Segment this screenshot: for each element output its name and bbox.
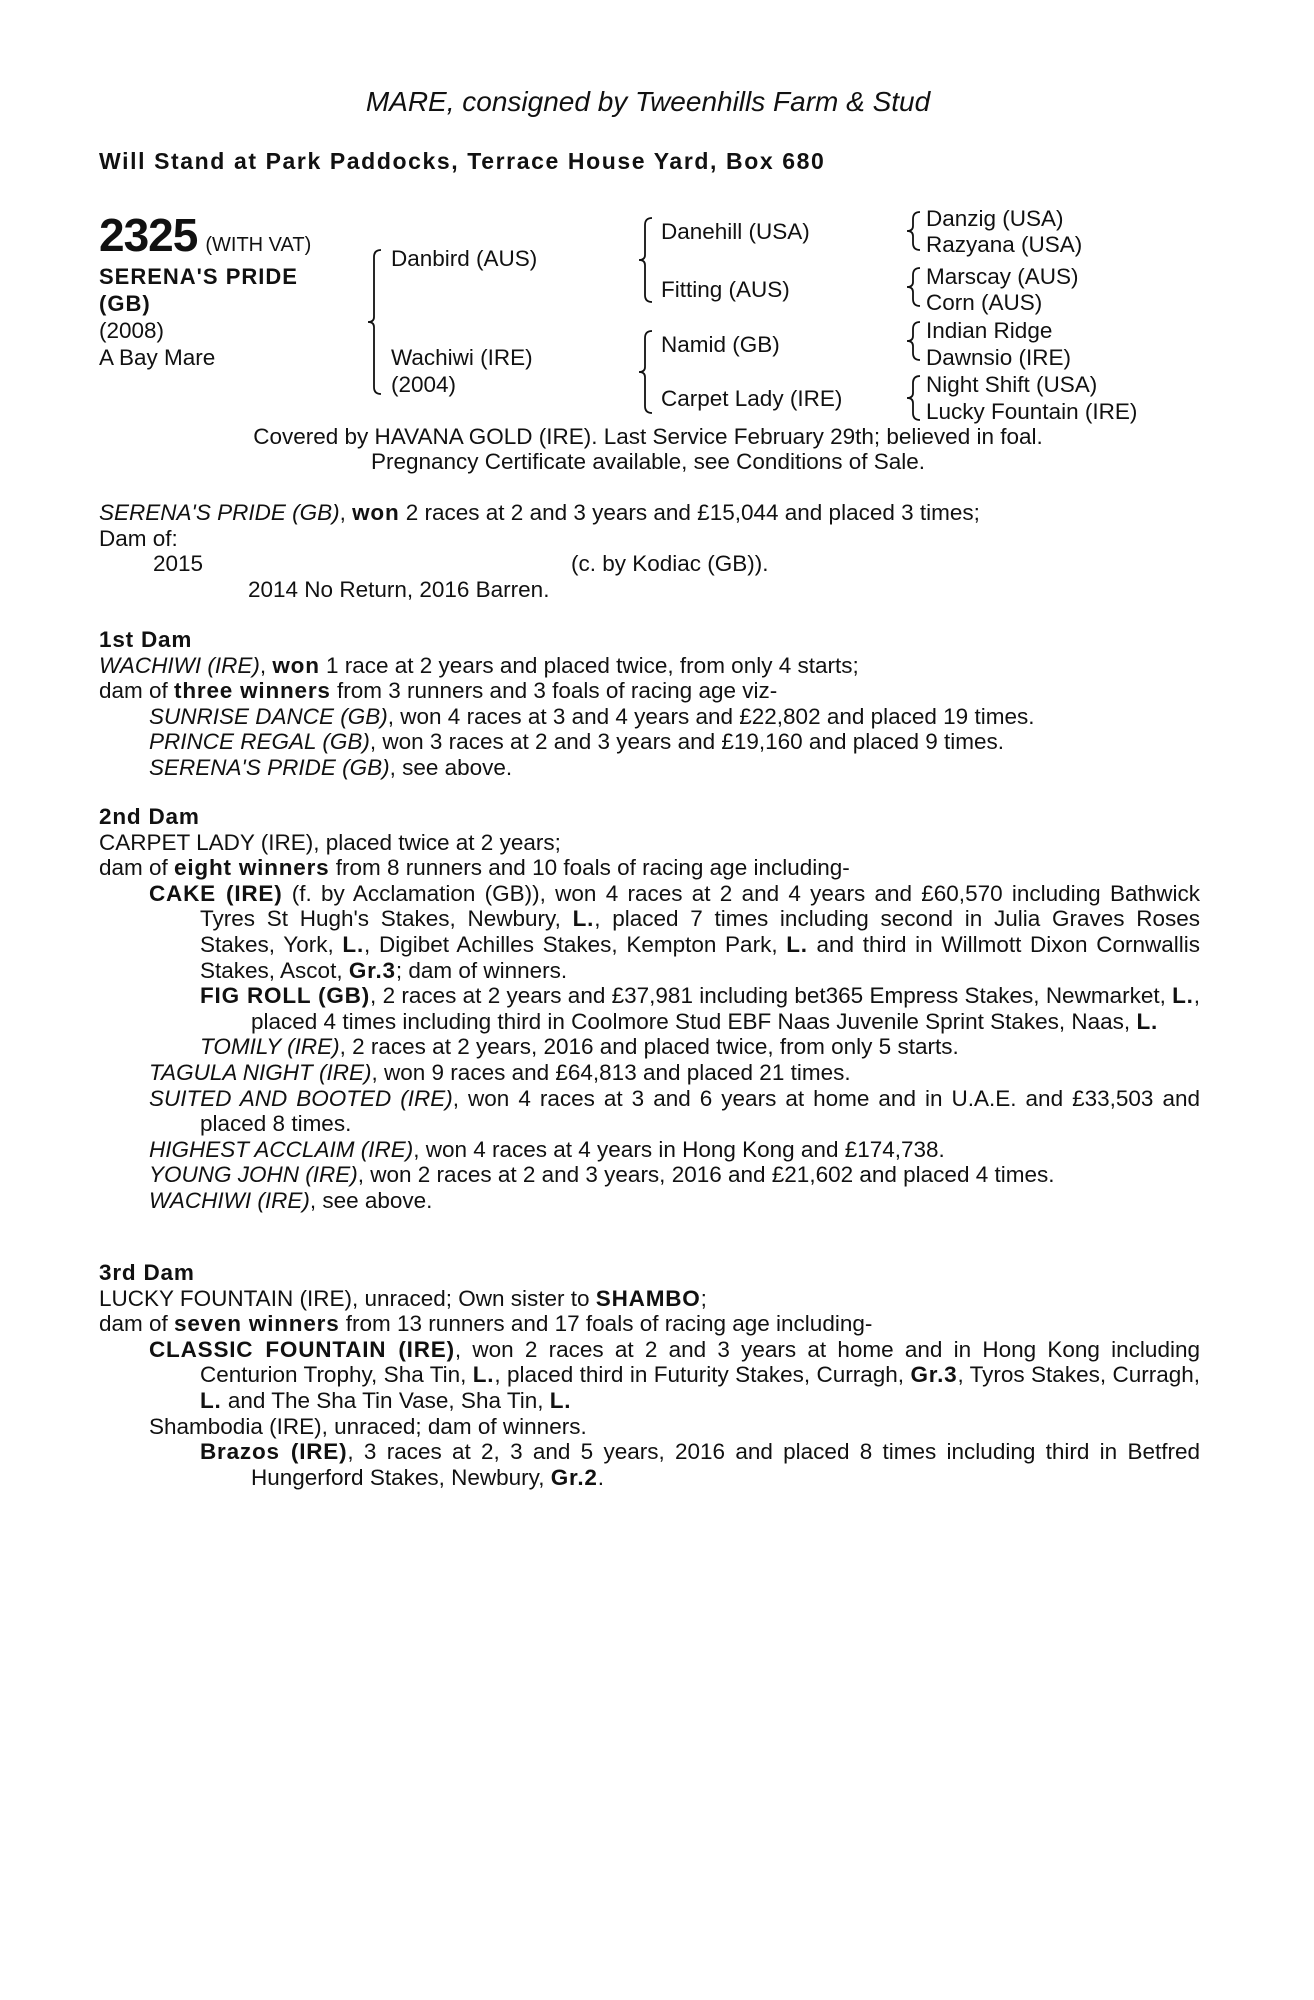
- pedigree-gen3-7: Night Shift (USA): [926, 372, 1098, 397]
- bracket-icon: [907, 268, 920, 306]
- bold-text: Gr.3: [910, 1362, 958, 1388]
- bold-text: eight winners: [174, 855, 330, 881]
- bold-text: 3rd Dam: [99, 1260, 195, 1285]
- horse-name-text: TAGULA NIGHT (IRE): [149, 1059, 372, 1085]
- pedigree-paragraph: [99, 1060, 1200, 1086]
- pedigree-paragraph: [99, 1034, 1200, 1060]
- bold-text: L.: [549, 1387, 572, 1413]
- text-run: from 13 runners and 17 foals of racing age including-: [339, 1311, 873, 1337]
- bold-text: three winners: [174, 678, 331, 704]
- page-title: MARE, consigned by Tweenhills Farm & Stud: [365, 86, 931, 117]
- lot-number-value: 2325: [99, 209, 198, 261]
- text-run: ; dam of winners.: [395, 957, 568, 983]
- bracket-icon: [368, 250, 381, 394]
- bold-text: FIG ROLL (GB): [200, 983, 371, 1009]
- first-dam: [99, 627, 1200, 781]
- pregnancy-note: Pregnancy Certificate available, see Conditions of Sale.: [370, 449, 926, 474]
- pedigree-paragraph: [99, 881, 1200, 983]
- text-run: 2 races at 2 and 3 years and £15,044 and placed 3 times;: [399, 500, 980, 525]
- bracket-icon: [639, 331, 652, 413]
- text-run: ;: [700, 1285, 707, 1311]
- horse-description: A Bay Mare: [99, 345, 216, 370]
- horse-name: SERENA'S PRIDE: [99, 264, 298, 289]
- pedigree-paragraph: [99, 1337, 1200, 1414]
- bold-text: L.: [472, 1362, 495, 1388]
- pedigree-dam-year: (2004): [391, 372, 457, 397]
- pedigree-gen3-6: Dawnsio (IRE): [926, 345, 1072, 370]
- text-run: , Digibet Achilles Stakes, Kempton Park,: [364, 931, 787, 957]
- pedigree-gen3-8: Lucky Fountain (IRE): [926, 399, 1138, 424]
- bracket-icon: [907, 322, 920, 360]
- covered-note: Covered by HAVANA GOLD (IRE). Last Service February 29th; believed in foal.: [253, 424, 1043, 449]
- text-run: dam of: [99, 855, 175, 881]
- text-run: and third in Willmott Dixon Cornwallis Stakes, Ascot,: [200, 931, 1200, 983]
- bold-text: L.: [1172, 983, 1194, 1009]
- pedigree-paragraph: [99, 526, 1200, 552]
- pedigree-paragraph: [99, 1414, 1200, 1440]
- text-run: (f. by Acclamation (GB)), won 4 races at 2 and 4 years and £60,570 including Bathwick Tyres St Hugh's Stakes, Newbury,: [200, 880, 1200, 932]
- text-run: , won 9 races and £64,813 and placed 21 times.: [371, 1059, 851, 1085]
- horse-name-text: SUITED AND BOOTED (IRE): [149, 1085, 453, 1111]
- pedigree-dam-sire: Namid (GB): [661, 332, 780, 357]
- bold-text: CLASSIC FOUNTAIN (IRE): [149, 1336, 455, 1362]
- text-run: from 3 runners and 3 foals of racing age viz-: [330, 678, 778, 704]
- text-run: , won 2 races at 2 and 3 years, 2016 and £21,602 and placed 4 times.: [357, 1162, 1055, 1188]
- bold-text: L.: [1136, 1008, 1159, 1034]
- bold-text: CAKE (IRE): [149, 880, 283, 906]
- pedigree-sire-sire: Danehill (USA): [661, 219, 810, 244]
- stand-location: Will Stand at Park Paddocks, Terrace House Yard, Box 680: [99, 148, 826, 174]
- bracket-icon: [639, 218, 652, 302]
- text-run: and The Sha Tin Vase, Sha Tin,: [221, 1387, 550, 1413]
- text-run: 2014 No Return, 2016 Barren.: [248, 576, 550, 602]
- text-run: , 2 races at 2 years and £37,981 including bet365 Empress Stakes, Newmarket,: [370, 983, 1173, 1009]
- section-heading: [99, 804, 1200, 830]
- pedigree-paragraph: [99, 678, 1200, 704]
- text-run: , see above.: [309, 1187, 433, 1213]
- text-run: Shambodia (IRE), unraced; dam of winners.: [149, 1413, 587, 1439]
- horse-name-text: SERENA'S PRIDE (GB): [99, 500, 340, 525]
- horse-name-text: PRINCE REGAL (GB): [149, 729, 370, 755]
- text-run: , won 3 races at 2 and 3 years and £19,160 and placed 9 times.: [369, 729, 1005, 755]
- pedigree-gen3-3: Marscay (AUS): [926, 264, 1079, 289]
- horse-name-text: WACHIWI (IRE): [149, 1187, 310, 1213]
- pedigree-sire: Danbird (AUS): [391, 246, 538, 271]
- horse-name-text: TOMILY (IRE): [200, 1034, 340, 1060]
- bold-text: L.: [342, 931, 365, 957]
- pedigree-paragraph: [99, 855, 1200, 881]
- text-run: , won 4 races at 3 and 6 years at home and in U.A.E. and £33,503 and placed 8 times.: [200, 1085, 1200, 1137]
- horse-name-text: YOUNG JOHN (IRE): [149, 1162, 358, 1188]
- bold-text: Gr.3: [348, 957, 396, 983]
- horse-name-text: WACHIWI (IRE): [99, 652, 260, 678]
- second-dam: [99, 804, 1200, 1214]
- horse-name-text: HIGHEST ACCLAIM (IRE): [149, 1136, 414, 1162]
- text-run: ,: [339, 500, 353, 525]
- vat-note: (WITH VAT): [205, 234, 312, 256]
- text-run: , 3 races at 2, 3 and 5 years, 2016 and placed 8 times including third in Betfred Hungerford Stakes, Newbury,: [251, 1439, 1201, 1490]
- text-run: , won 4 races at 3 and 4 years and £22,802 and placed 19 times.: [387, 703, 1035, 729]
- pedigree-paragraph: [99, 1439, 1200, 1490]
- pedigree-paragraph: [99, 653, 1200, 679]
- text-run: dam of: [99, 678, 175, 704]
- pedigree-gen3-5: Indian Ridge: [926, 318, 1053, 343]
- horse-country: (GB): [99, 291, 151, 316]
- text-run: , won 2 races at 2 and 3 years at home and in Hong Kong including Centurion Trophy, Sha Tin,: [200, 1336, 1200, 1388]
- horse-year: (2008): [99, 318, 165, 343]
- text-run: CARPET LADY (IRE), placed twice at 2 years;: [99, 829, 561, 855]
- pedigree-paragraph: [99, 729, 1200, 755]
- text-run: .: [597, 1464, 604, 1490]
- bold-text: L.: [786, 931, 808, 957]
- text-run: from 8 runners and 10 foals of racing age including-: [329, 855, 850, 881]
- pedigree-paragraph: [99, 1311, 1200, 1337]
- horse-name-text: SUNRISE DANCE (GB): [149, 703, 388, 729]
- bracket-icon: [907, 376, 920, 420]
- pedigree-gen3-4: Corn (AUS): [926, 290, 1043, 315]
- bold-text: 2nd Dam: [99, 804, 200, 829]
- bold-text: Brazos (IRE): [200, 1439, 348, 1465]
- produce-foal: (c. by Kodiac (GB)).: [571, 551, 769, 577]
- pedigree-dam-dam: Carpet Lady (IRE): [661, 386, 843, 411]
- third-dam: [99, 1260, 1200, 1490]
- bold-text: L.: [572, 906, 595, 932]
- bold-text: SHAMBO: [595, 1285, 701, 1311]
- pedigree-gen3-2: Razyana (USA): [926, 232, 1083, 257]
- text-run: , see above.: [389, 754, 513, 780]
- bracket-icon: [907, 212, 920, 250]
- pedigree-sire-dam: Fitting (AUS): [661, 277, 790, 302]
- pedigree-paragraph: [99, 551, 1200, 577]
- produce-year: 2015: [153, 551, 204, 577]
- pedigree-dam: Wachiwi (IRE): [391, 345, 533, 370]
- bold-text: won: [352, 500, 400, 525]
- produce-record: [99, 500, 1200, 602]
- pedigree-paragraph: [99, 500, 1200, 526]
- pedigree-gen3-1: Danzig (USA): [926, 206, 1064, 231]
- pedigree-paragraph: [99, 755, 1200, 781]
- bold-text: won: [272, 652, 320, 678]
- pedigree-paragraph: [99, 1086, 1200, 1137]
- text-run: 1 race at 2 years and placed twice, from only 4 starts;: [319, 652, 859, 678]
- pedigree-paragraph: [99, 1188, 1200, 1214]
- text-run: , placed 7 times including second in Julia Graves Roses Stakes, York,: [200, 906, 1200, 957]
- bold-text: 1st Dam: [99, 627, 193, 652]
- pedigree-paragraph: [99, 577, 1200, 603]
- bold-text: seven winners: [174, 1311, 340, 1337]
- text-run: dam of: [99, 1311, 175, 1337]
- pedigree-paragraph: [99, 1137, 1200, 1163]
- text-run: , 2 races at 2 years, 2016 and placed twice, from only 5 starts.: [339, 1034, 959, 1060]
- section-heading: [99, 1260, 1200, 1286]
- bold-text: L.: [200, 1387, 222, 1413]
- text-run: , placed third in Futurity Stakes, Curragh,: [494, 1362, 911, 1388]
- horse-name-text: SERENA'S PRIDE (GB): [149, 754, 390, 780]
- text-run: ,: [259, 652, 273, 678]
- pedigree-paragraph: [99, 830, 1200, 856]
- text-run: Dam of:: [99, 525, 178, 551]
- pedigree-paragraph: [99, 1286, 1200, 1312]
- text-run: , placed 4 times including third in Coolmore Stud EBF Naas Juvenile Sprint Stakes, Naas,: [251, 983, 1200, 1034]
- pedigree-paragraph: [99, 1162, 1200, 1188]
- text-run: , Tyros Stakes, Curragh,: [957, 1362, 1201, 1388]
- text-run: , won 4 races at 4 years in Hong Kong and £174,738.: [413, 1136, 945, 1162]
- pedigree-paragraph: [99, 704, 1200, 730]
- text-run: LUCKY FOUNTAIN (IRE), unraced; Own sister to: [99, 1285, 596, 1311]
- section-heading: [99, 627, 1200, 653]
- pedigree-paragraph: [99, 983, 1200, 1034]
- bold-text: Gr.2: [550, 1464, 598, 1490]
